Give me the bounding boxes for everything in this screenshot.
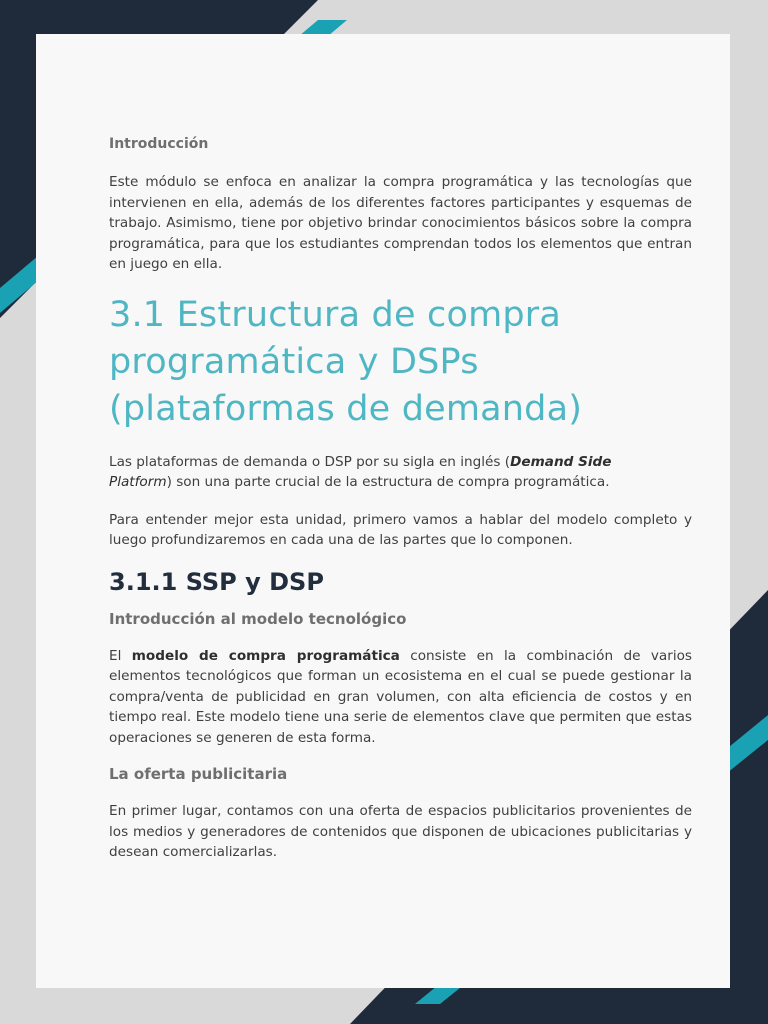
page-content: [109, 136, 692, 863]
model-text-before: El: [109, 647, 132, 664]
intro-heading: Introducción: [109, 136, 209, 152]
model-heading: Introducción al modelo tecnológico: [109, 609, 407, 628]
dsp-term-bold-italic: Demand Side: [510, 453, 612, 470]
model-text-after: consiste en la combinación de varios elementos tecnológicos que forman un ecosistema en el cual se puede gestionar la compra/venta de publicidad en gran volumen, con alta eficiencia de costos y en tiempo real. Este modelo tiene una serie de elementos clave que permiten que estas operaciones se generen de esta forma.: [109, 647, 692, 746]
model-term-bold: modelo de compra programática: [131, 647, 400, 664]
section-paragraph-intro-model: Para entender mejor esta unidad, primero vamos a hablar del modelo completo y luego profundizaremos en cada una de las partes que lo componen.: [109, 511, 692, 548]
dsp-text-before: Las plataformas de demanda o DSP por su sigla en inglés (: [109, 453, 511, 470]
offer-paragraph: En primer lugar, contamos con una oferta de espacios publicitarios provenientes de los medios y generadores de contenidos que disponen de ubicaciones publicitarias y desean comercializarlas.: [109, 803, 692, 860]
document-page: [36, 34, 730, 988]
dsp-text-after: ) son una parte crucial de la estructura de compra programática.: [166, 474, 610, 490]
section-paragraph-dsp: [109, 452, 692, 493]
subsection-title: 3.1.1 SSP y DSP: [109, 567, 324, 596]
model-paragraph: [109, 646, 692, 749]
dsp-term-italic: Platform: [109, 474, 167, 490]
section-title: 3.1 Estructura de compra programática y DSPs (plataformas de demanda): [109, 294, 583, 429]
offer-heading: La oferta publicitaria: [109, 765, 288, 783]
intro-paragraph: Este módulo se enfoca en analizar la compra programática y las tecnologías que intervienen en ella, además de los diferentes factores participantes y esquemas de trabajo. Asimismo, tiene por objetivo brindar conocimientos básicos sobre la compra programática, para que los estudiantes comprendan todos los elementos que entran en juego en ella.: [109, 174, 692, 272]
